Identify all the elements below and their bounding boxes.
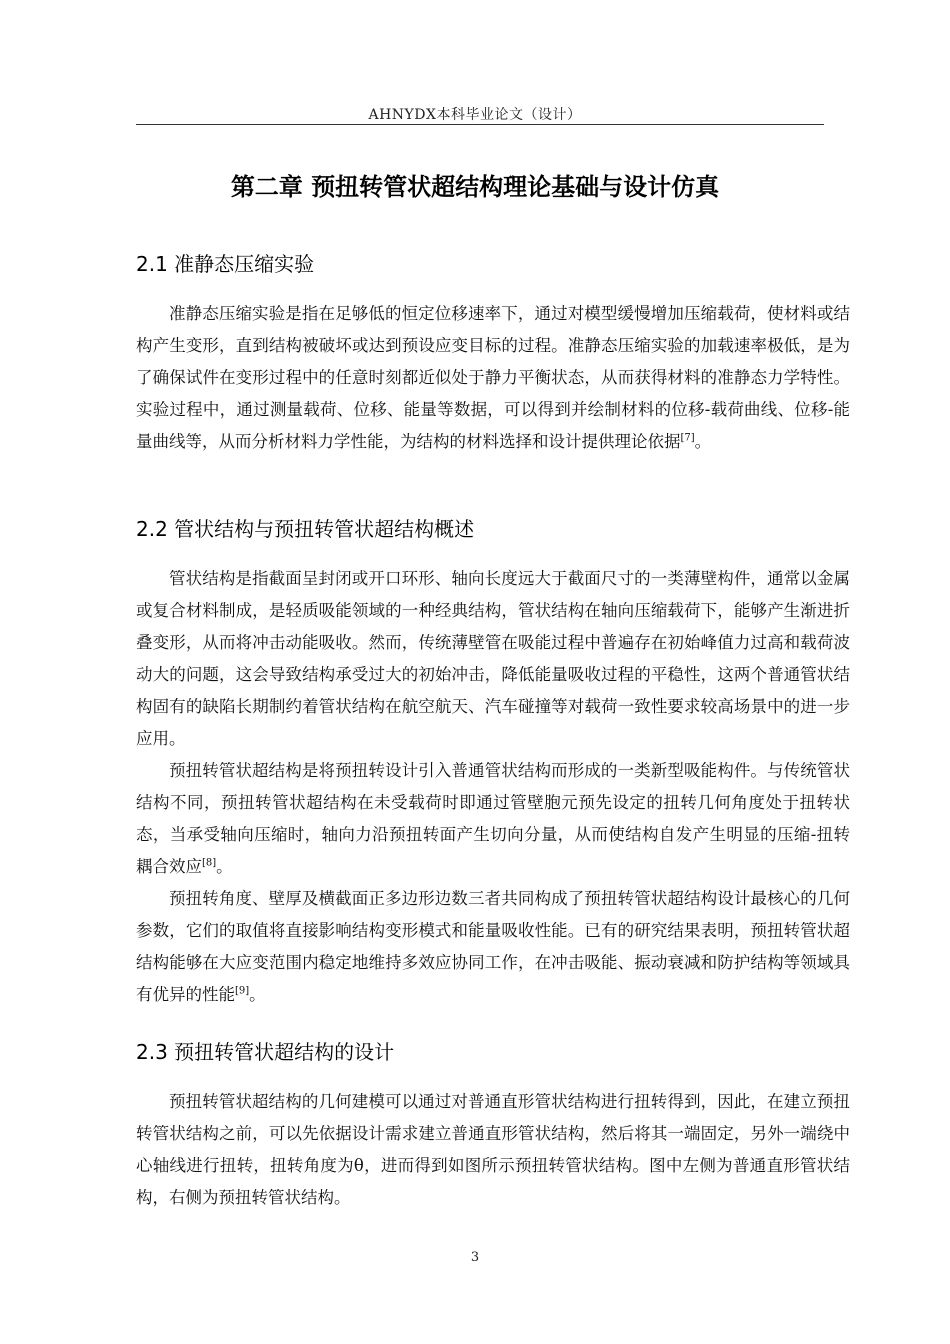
citation: [7] bbox=[680, 432, 695, 444]
paragraph-2-2-3: 预扭转角度、壁厚及横截面正多边形边数三者共同构成了预扭转管状超结构设计最核心的几何参数，它们的取值将直接影响结构变形模式和能量吸收性能。已有的研究结果表明，预扭转管状超结构能够在大应变范围内稳定地维持多效应协同工作，在冲击吸能、振动衰减和防护结构等领域具有优异的性能[9]。 bbox=[136, 889, 850, 1004]
paragraph-2-1-1: 准静态压缩实验是指在足够低的恒定位移速率下，通过对模型缓慢增加压缩载荷，使材料或结构产生变形，直到结构被破坏或达到预设应变目标的过程。准静态压缩实验的加载速率极低，是为了确保试件在变形过程中的任意时刻都近似处于静力平衡状态，从而获得材料的准静态力学特性。实验过程中，通过测量载荷、位移、能量等数据，可以得到并绘制材料的位移-载荷曲线、位移-能量曲线等，从而分析材料力学性能，为结构的材料选择和设计提供理论依据[7]。 bbox=[136, 304, 850, 451]
citation: [9] bbox=[235, 985, 250, 997]
page-number: 3 bbox=[470, 1250, 480, 1265]
paragraph-2-2-2: 预扭转管状超结构是将预扭转设计引入普通管状结构而形成的一类新型吸能构件。与传统管状结构不同，预扭转管状超结构在未受载荷时即通过管壁胞元预先设定的扭转几何角度处于扭转状态，当承受轴向压缩时，轴向力沿预扭转面产生切向分量，从而使结构自发产生明显的压缩-扭转耦合效应[8]。 bbox=[136, 761, 850, 876]
running-header: AHNYDX本科毕业论文（设计） bbox=[368, 107, 582, 123]
chapter-title: 第二章 预扭转管状超结构理论基础与设计仿真 bbox=[230, 173, 720, 201]
section-title-2-1: 2.1 准静态压缩实验 bbox=[136, 252, 315, 276]
paragraph-2-2-1: 管状结构是指截面呈封闭或开口环形、轴向长度远大于截面尺寸的一类薄壁构件，通常以金属或复合材料制成，是轻质吸能领域的一种经典结构，管状结构在轴向压缩载荷下，能够产生渐进折叠变形，从而将冲击动能吸收。然而，传统薄壁管在吸能过程中普遍存在初始峰值力过高和载荷波动大的问题，这会导致结构承受过大的初始冲击，降低能量吸收过程的平稳性，这两个普通管状结构固有的缺陷长期制约着管状结构在航空航天、汽车碰撞等对载荷一致性要求较高场景中的进一步应用。 bbox=[136, 569, 850, 748]
citation: [8] bbox=[202, 857, 217, 869]
section-title-2-2: 2.2 管状结构与预扭转管状超结构概述 bbox=[136, 517, 475, 541]
header-rule bbox=[136, 124, 824, 125]
paragraph-2-3-1: 预扭转管状超结构的几何建模可以通过对普通直形管状结构进行扭转得到，因此，在建立预扭转管状结构之前，可以先依据设计需求建立普通直形管状结构，然后将其一端固定，另外一端绕中心轴线进行扭转，扭转角度为θ，进而得到如图所示预扭转管状结构。图中左侧为普通直形管状结构，右侧为预扭转管状结构。 bbox=[136, 1092, 850, 1207]
section-title-2-3: 2.3 预扭转管状超结构的设计 bbox=[136, 1040, 395, 1064]
